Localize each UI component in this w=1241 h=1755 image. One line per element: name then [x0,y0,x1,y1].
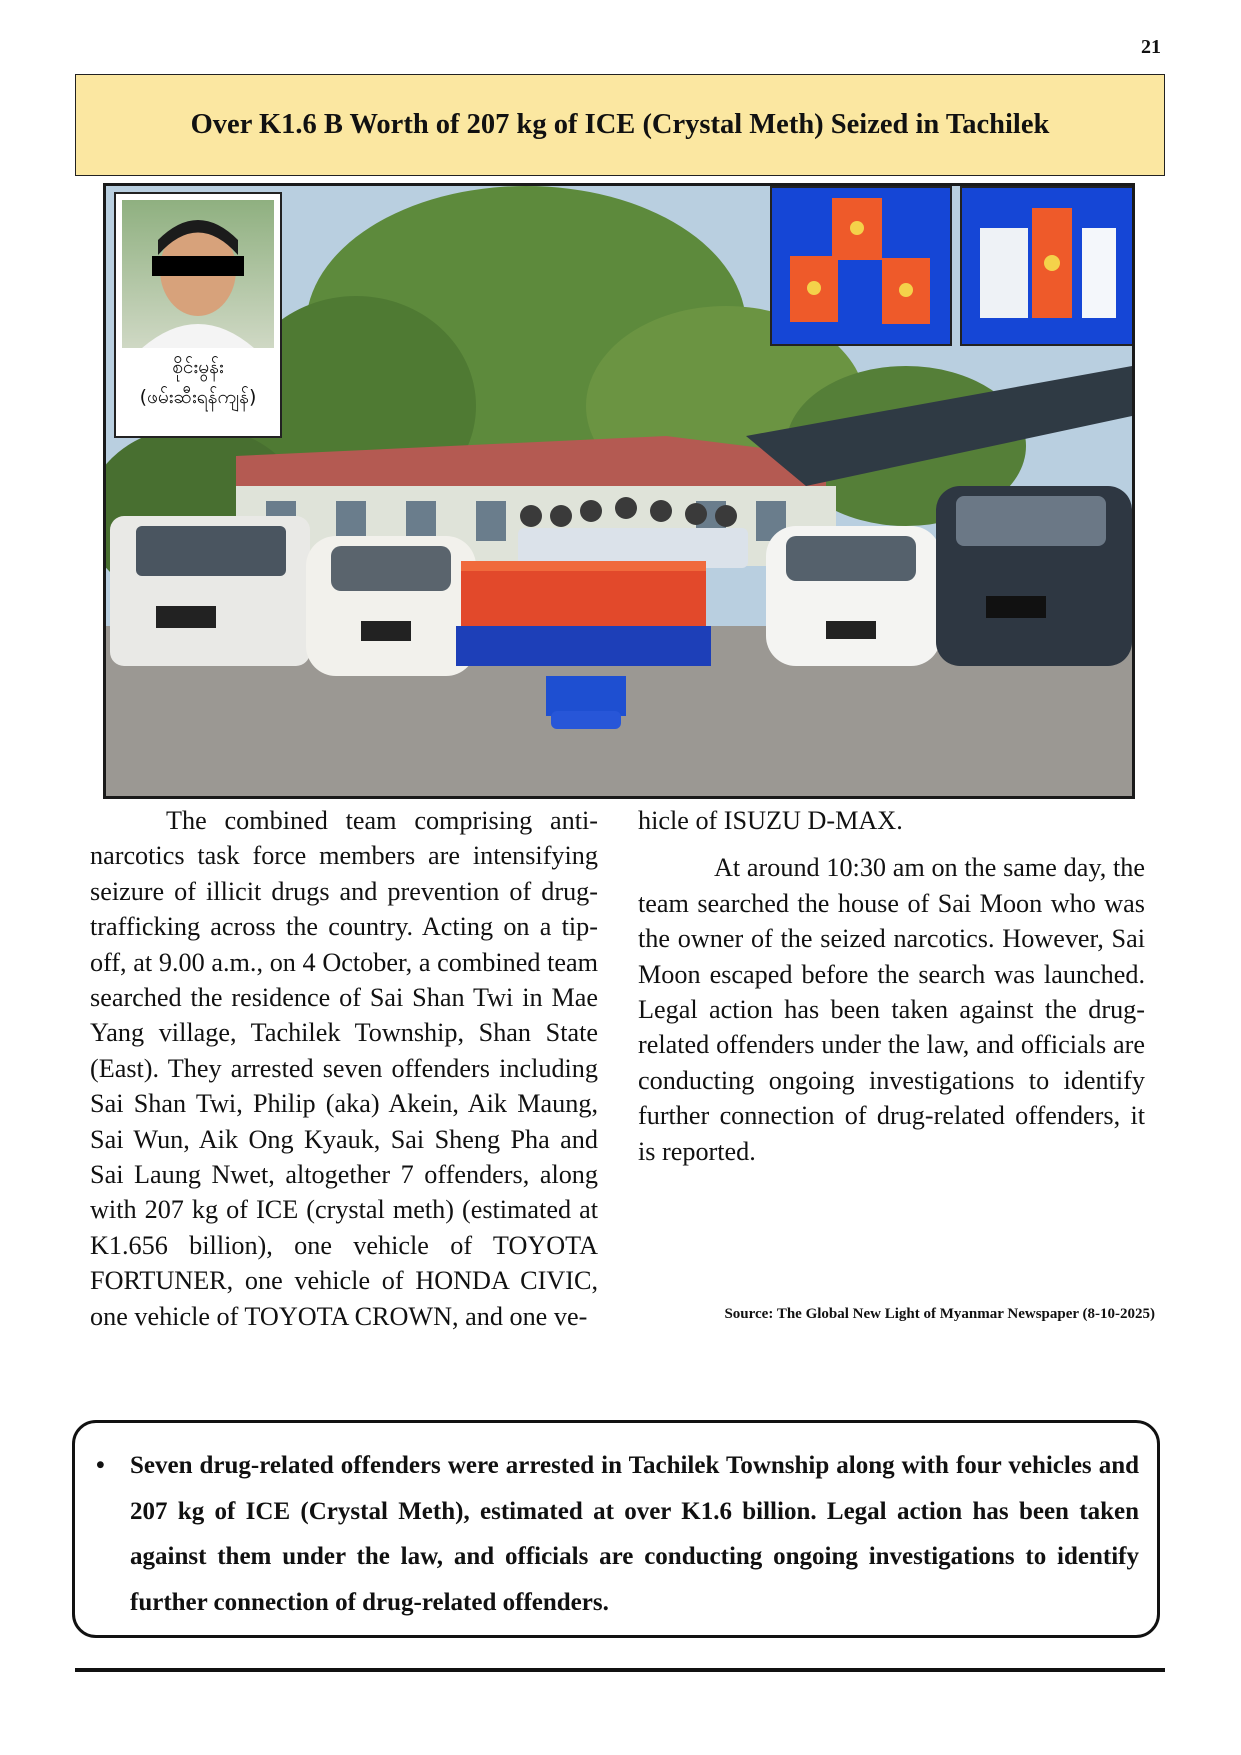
news-photo [103,183,1135,799]
article-left-column [90,803,598,1334]
summary-list [96,1443,1139,1625]
summary-item [96,1443,1139,1625]
article-paragraph-2: At around 10:30 am on the same day, the team searched the house of Sai Moon who was the owner of the seized narcotics. However, Sai Moon escaped before the search was launched. Legal action has been taken against the drug-related offenders under the law, and officials are conducting ongoing investigations to identify further connection of drug-related offenders, it is reported. [638,853,1145,1166]
article-paragraph-1: The combined team comprising anti-narcotics task force members are intensifying seizure of illicit drugs and prevention of drug-trafficking across the country. Acting on a tip-off, at 9.00 a.m., on 4 October, a combined team searched the residence of Sai Shan Twi in Mae Yang village, Tachilek Township, Shan State (East). They arrested seven offenders including Sai Shan Twi, Philip (aka) Akein, Aik Maung, Sai Wun, Aik Ong Kyauk, Sai Sheng Pha and Sai Laung Nwet, altogether 7 offenders, along with 207 kg of ICE (crystal meth) (estimated at K1.656 billion), one vehicle of TOYOTA FORTUNER, one vehicle of HONDA CIVIC, one vehicle of TOYOTA CROWN, and one ve- [90,806,598,1331]
title-box [75,74,1165,176]
package-contents-inset [960,186,1135,346]
suspect-name: စိုင်းမွန်း [172,356,224,378]
suspect-inset [114,192,282,438]
source-credit: Source: The Global New Light of Myanmar Newspaper (8-10-2025) [724,1306,1155,1322]
suspect-photo [122,200,274,348]
article-paragraph-1-continued: hicle of ISUZU D-MAX. [638,806,903,835]
summary-box [72,1420,1160,1638]
seized-packages-inset [770,186,952,346]
bullet-icon: • [96,1452,105,1479]
summary-text: Seven drug-related offenders were arrested in Tachilek Township along with four vehicles and 207 kg of ICE (Crystal Meth), estimated at over K1.6 billion. Legal action has been taken against them under the law, and officials are conducting ongoing investigations to identify further connection of drug-related offenders. [130,1452,1139,1616]
article-right-column [638,803,1145,1169]
bottom-divider [75,1668,1165,1672]
suspect-status: (ဖမ်းဆီးရန်ကျန်) [139,386,257,409]
suspect-caption [116,352,280,413]
page-number: 21 [1141,36,1161,58]
article-title: Over K1.6 B Worth of 207 kg of ICE (Crystal Meth) Seized in Tachilek [190,109,1050,140]
